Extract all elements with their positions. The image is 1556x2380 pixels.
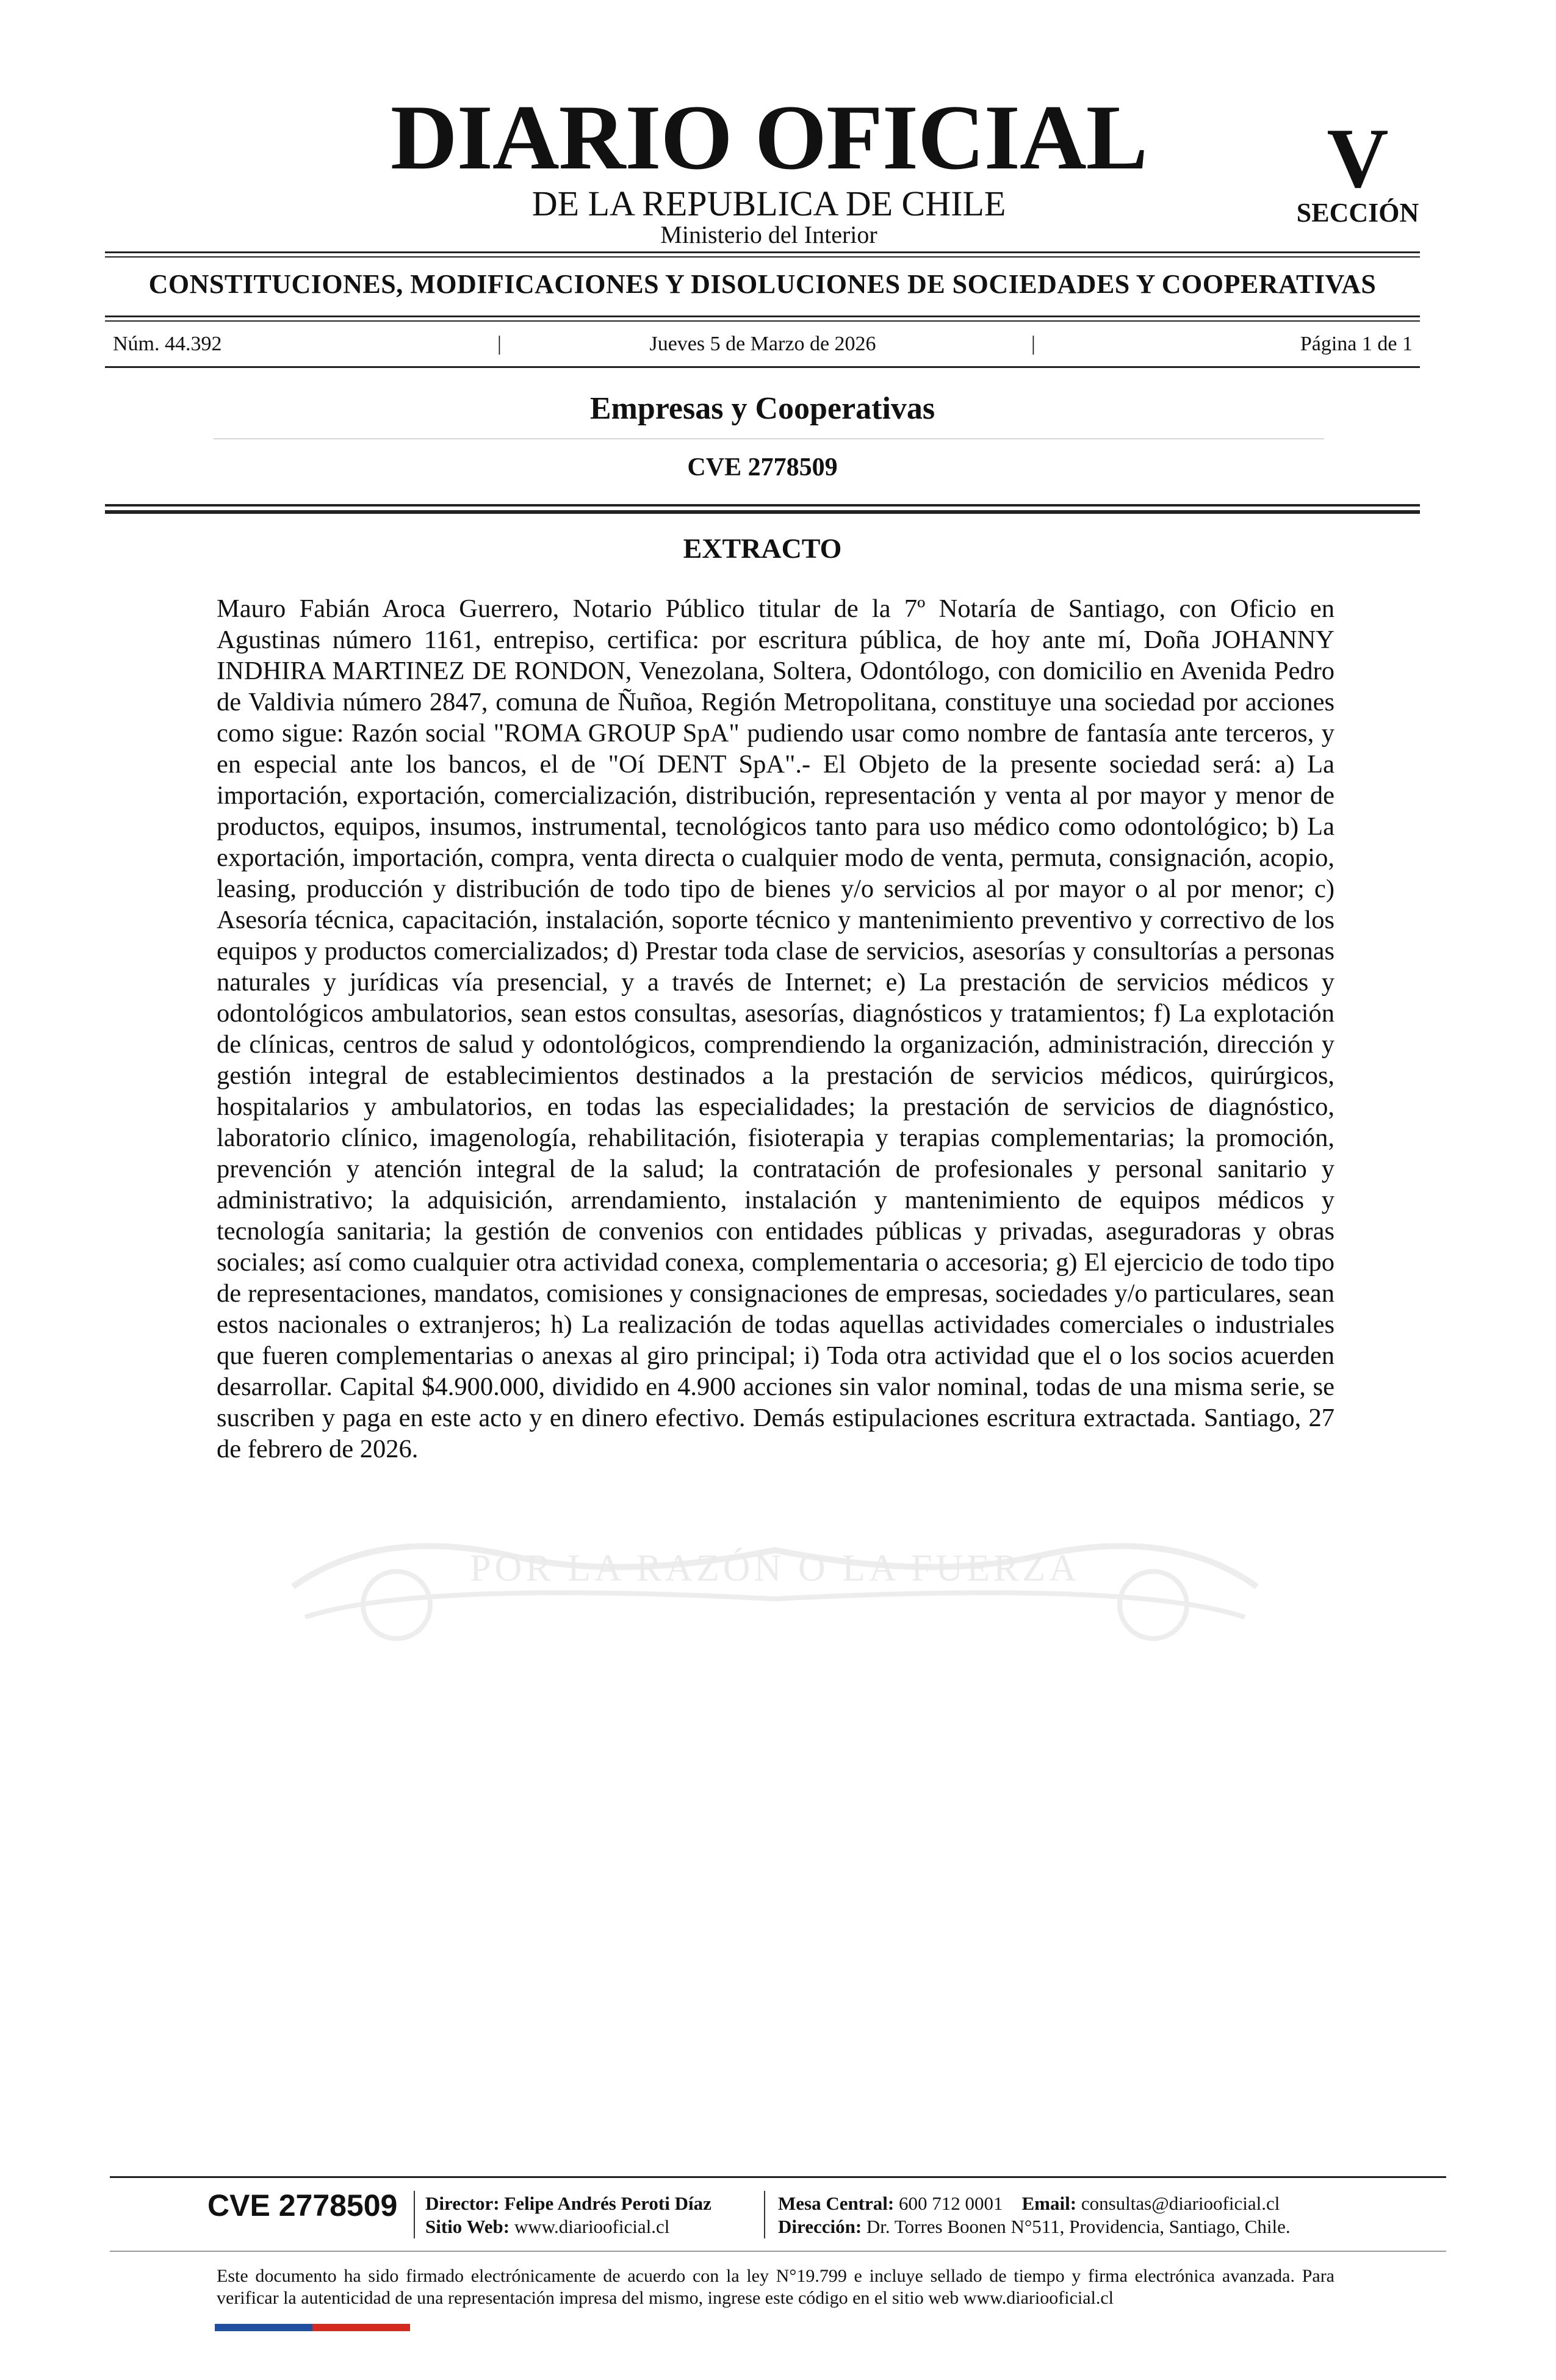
newspaper-subtitle: DE LA REPUBLICA DE CHILE (531, 184, 1006, 223)
info-separator: | (497, 333, 502, 355)
email-label: Email: (1021, 2193, 1077, 2214)
newspaper-title: DIARIO OFICIAL (390, 86, 1148, 189)
banner-top-rule (105, 251, 1420, 253)
banner-bottom-rule (105, 316, 1420, 317)
cve-label: CVE 2778509 (687, 453, 838, 481)
info-bottom-rule (105, 366, 1420, 368)
director-label: Director: (425, 2193, 500, 2214)
issue-date: Jueves 5 de Marzo de 2026 (649, 333, 876, 355)
page-indicator: Página 1 de 1 (1300, 333, 1413, 355)
footer-divider (414, 2191, 415, 2238)
banner-top-rule-thin (105, 256, 1420, 258)
address-label: Dirección: (778, 2216, 862, 2237)
footer-top-rule (110, 2176, 1446, 2178)
section-word: SECCIÓN (1296, 198, 1419, 228)
address-value: Dr. Torres Boonen N°511, Providencia, Santiago, Chile. (866, 2216, 1291, 2237)
flag-blue-segment (215, 2324, 312, 2331)
document-title: EXTRACTO (683, 533, 842, 564)
mesa-label: Mesa Central: (778, 2193, 895, 2214)
footer-director-block (425, 2192, 711, 2238)
footer-cve: CVE 2778509 (207, 2188, 398, 2223)
emblem-watermark (256, 1513, 1294, 1648)
footer-contact-block (778, 2192, 1291, 2238)
section-mark (1288, 111, 1428, 228)
director-name: Felipe Andrés Peroti Díaz (504, 2193, 711, 2214)
email-link[interactable]: consultas@diariooficial.cl (1081, 2193, 1280, 2214)
header-bottom-rule-thick (105, 510, 1420, 514)
section-letter: V (1327, 111, 1389, 206)
extract-body: Mauro Fabián Aroca Guerrero, Notario Público titular de la 7º Notaría de Santiago, con Oficio en Agustinas número 1161, entrepiso, certifica: por escritura pública, de hoy ante mí, Doña JOHANNY INDHIRA MARTINEZ DE RONDON, Venezolana, Soltera, Odontólogo, con domicilio en Avenida Pedro de Valdivia número 2847, comuna de Ñuñoa, Región Metropolitana, constituye una sociedad por acciones como sigue: Razón social "ROMA GROUP SpA" pudiendo usar como nombre de fantasía ante terceros, y en especial ante los bancos, el de "Oí DENT SpA".- El Objeto de la presente sociedad será: a) La importación, exportación, comercialización, distribución, representación y venta al por mayor y menor de productos, equipos, insumos, instrumental, tecnológicos tanto para uso médico como odontológico; b) La exportación, importación, compra, venta directa o cualquier modo de venta, permuta, consignación, acopio, leasing, producción y distribución de todo tipo de bienes y/o servicios al por mayor o al por menor; c) Asesoría técnica, capacitación, instalación, soporte técnico y mantenimiento preventivo y correctivo de los equipos y productos comercializados; d) Prestar toda clase de servicios, asesorías y consultorías a personas naturales y jurídicas vía presencial, y a través de Internet; e) La prestación de servicios médicos y odontológicos ambulatorios, sean estos consultas, asesorías, diagnósticos y tratamientos; f) La explotación de clínicas, centros de salud y odontológicos, comprendiendo la organización, administración, dirección y gestión integral de establecimientos destinados a la prestación de servicios médicos, quirúrgicos, hospitalarios y ambulatorios, en todas las especialidades; la prestación de servicios de diagnóstico, laboratorio clínico, imagenología, rehabilitación, fisioterapia y terapias complementarias; la promoción, prevención y atención integral de la salud; la contratación de profesionales y personal sanitario y administrativo; la adquisición, arrendamiento, instalación y mantenimiento de equipos médicos y tecnología sanitaria; la gestión de convenios con entidades públicas y privadas, aseguradoras y obras sociales; así como cualquier otra actividad conexa, complementaria o accesoria; g) El ejercicio de todo tipo de representaciones, mandatos, comisiones y consignaciones de empresas, sociedades y/o particulares, sean estos nacionales o extranjeros; h) La realización de todas aquellas actividades comerciales o industriales que fueren complementarias o anexas al giro principal; i) Toda otra actividad que el o los socios acuerden desarrollar. Capital $4.900.000, dividido en 4.900 acciones sin valor nominal, todas de una misma serie, se suscriben y paga en este acto y en dinero efectivo. Demás estipulaciones escritura extractada. Santiago, 27 de febrero de 2026. (217, 594, 1334, 1463)
watermark-motto: POR LA RAZÓN O LA FUERZA (469, 1548, 1081, 1589)
footer-divider (764, 2191, 765, 2238)
header-bottom-rule (105, 504, 1420, 507)
category-heading: Empresas y Cooperativas (589, 391, 935, 426)
section-banner: CONSTITUCIONES, MODIFICACIONES Y DISOLUCIONES DE SOCIEDADES Y COOPERATIVAS (148, 269, 1377, 299)
chile-flag-stripe (215, 2324, 410, 2331)
ministry-label: Ministerio del Interior (660, 221, 877, 248)
mesa-phone: 600 712 0001 (899, 2193, 1003, 2214)
category-divider (214, 438, 1324, 439)
info-separator: | (1031, 333, 1036, 355)
issue-info-line (113, 333, 1413, 363)
banner-bottom-rule-thin (105, 320, 1420, 322)
site-link[interactable]: www.diariooficial.cl (514, 2216, 670, 2237)
footer-mid-rule (110, 2251, 1446, 2252)
signature-notice: Este documento ha sido firmado electrónicamente de acuerdo con la ley N°19.799 e incluye sellado de tiempo y firma electrónica avanzada. Para verificar la autenticidad de una representación impresa del mismo, ingrese este código en el sitio web www.diariooficial.cl (217, 2266, 1334, 2308)
flag-red-segment (312, 2324, 410, 2331)
site-label: Sitio Web: (425, 2216, 510, 2237)
issue-number: Núm. 44.392 (113, 333, 222, 355)
